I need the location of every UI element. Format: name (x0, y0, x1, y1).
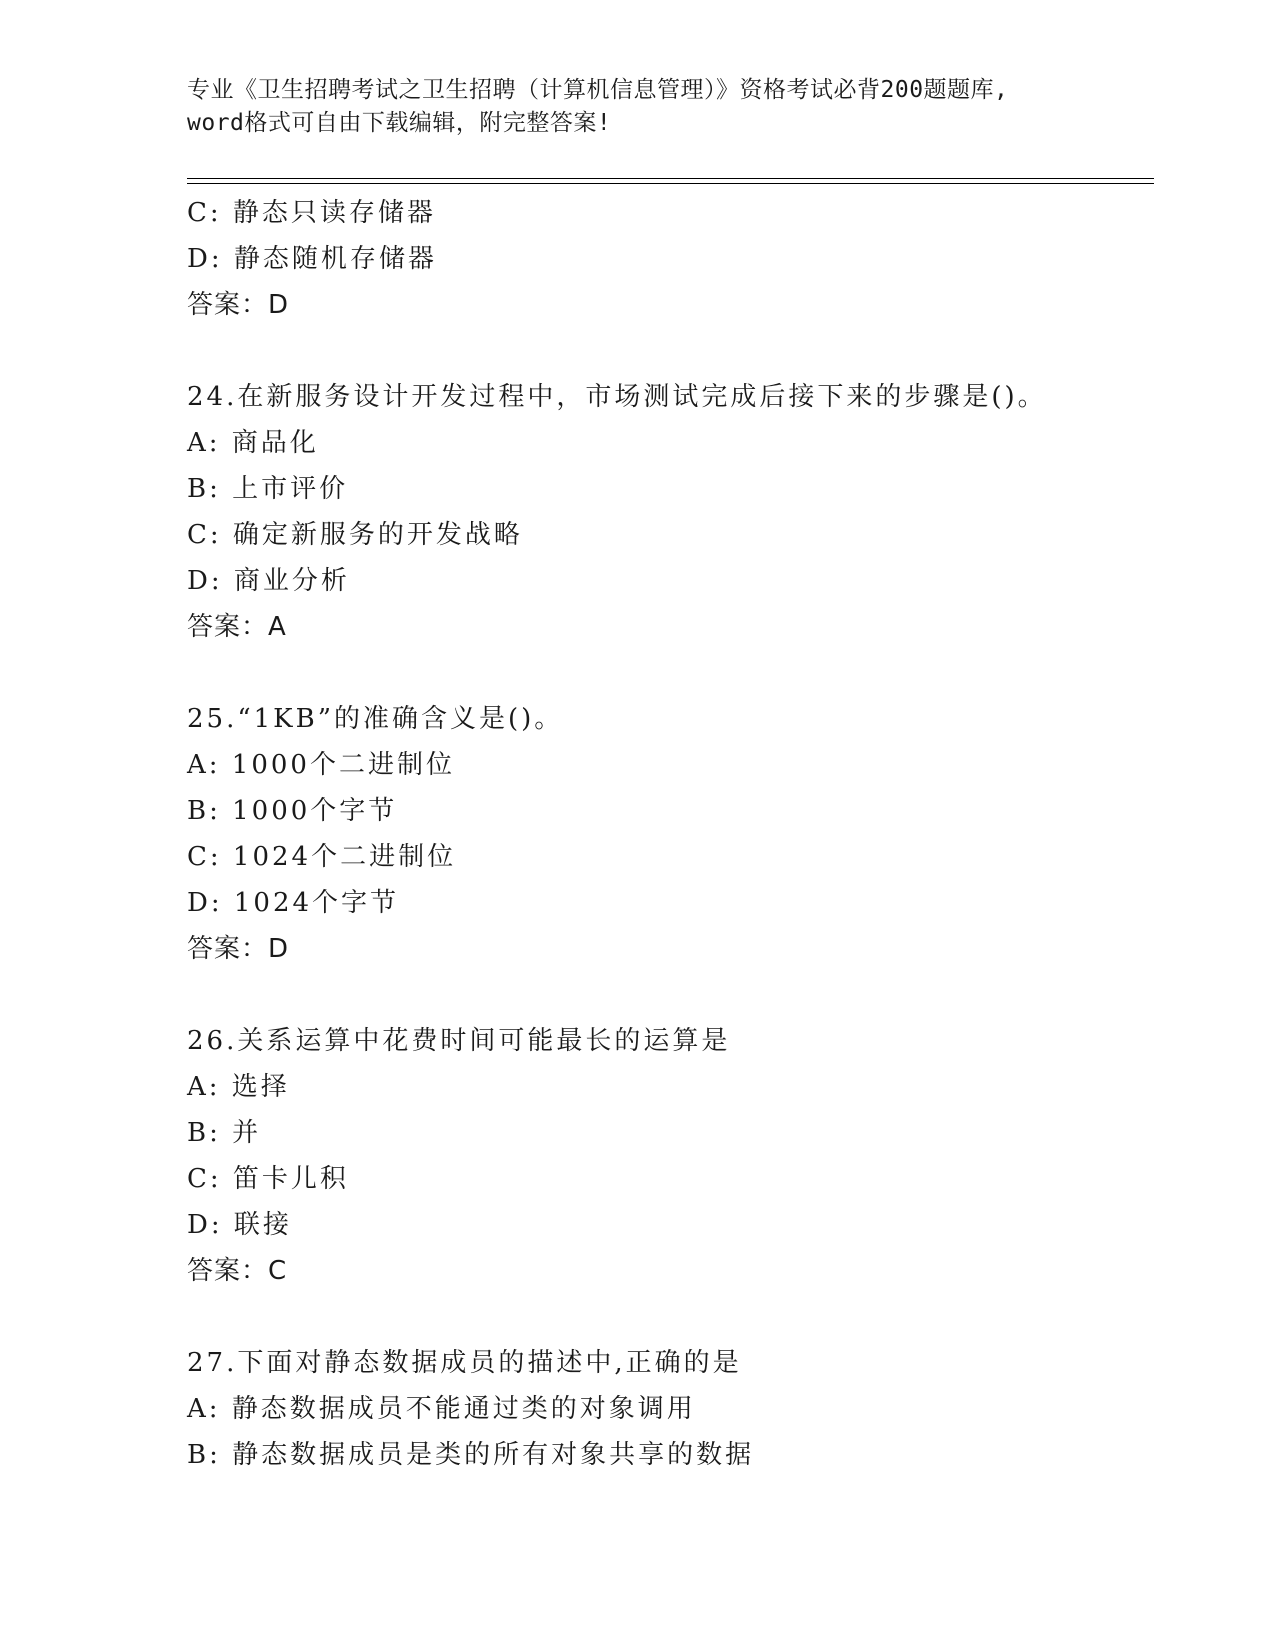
question-block-27 (187, 1340, 1147, 1478)
spacer (187, 1294, 1147, 1340)
spacer (187, 328, 1147, 374)
option-a: A: 商品化 (187, 428, 319, 458)
option-d: D: 静态随机存储器 (187, 244, 437, 274)
option-a: A: 静态数据成员不能通过类的对象调用 (187, 1394, 696, 1424)
question-text: 27.下面对静态数据成员的描述中,正确的是 (187, 1348, 742, 1378)
header-line-1: 专业《卫生招聘考试之卫生招聘（计算机信息管理）》资格考试必背200题题库, (187, 77, 1009, 103)
question-block-26 (187, 1018, 1147, 1294)
option-c: C: 1024个二进制位 (187, 842, 457, 872)
option-d: D: 商业分析 (187, 566, 350, 596)
option-a: A: 选择 (187, 1072, 290, 1102)
answer-line: 答案：D (187, 934, 290, 964)
option-d: D: 联接 (187, 1210, 292, 1240)
spacer (187, 650, 1147, 696)
header-divider-top (187, 178, 1154, 179)
question-text: 25.“1KB”的准确含义是()。 (187, 704, 564, 734)
question-text: 24.在新服务设计开发过程中，市场测试完成后接下来的步骤是()。 (187, 382, 1047, 412)
option-d: D: 1024个字节 (187, 888, 400, 918)
answer-line: 答案：C (187, 1256, 288, 1286)
option-c: C: 静态只读存储器 (187, 198, 436, 228)
question-block-24 (187, 374, 1147, 650)
question-list (187, 190, 1147, 1478)
question-block-25 (187, 696, 1147, 972)
question-text: 26.关系运算中花费时间可能最长的运算是 (187, 1026, 731, 1056)
answer-line: 答案：D (187, 290, 290, 320)
question-block-23 (187, 190, 1147, 328)
header-divider-bottom (187, 183, 1154, 184)
spacer (187, 972, 1147, 1018)
option-c: C: 确定新服务的开发战略 (187, 520, 523, 550)
option-b: B: 上市评价 (187, 474, 349, 504)
header-line-2: word格式可自由下载编辑，附完整答案! (187, 110, 612, 136)
option-a: A: 1000个二进制位 (187, 750, 455, 780)
option-c: C: 笛卡儿积 (187, 1164, 349, 1194)
document-header (187, 74, 1087, 140)
option-b: B: 静态数据成员是类的所有对象共享的数据 (187, 1440, 755, 1470)
answer-line: 答案：A (187, 612, 287, 642)
option-b: B: 并 (187, 1118, 262, 1148)
option-b: B: 1000个字节 (187, 796, 398, 826)
